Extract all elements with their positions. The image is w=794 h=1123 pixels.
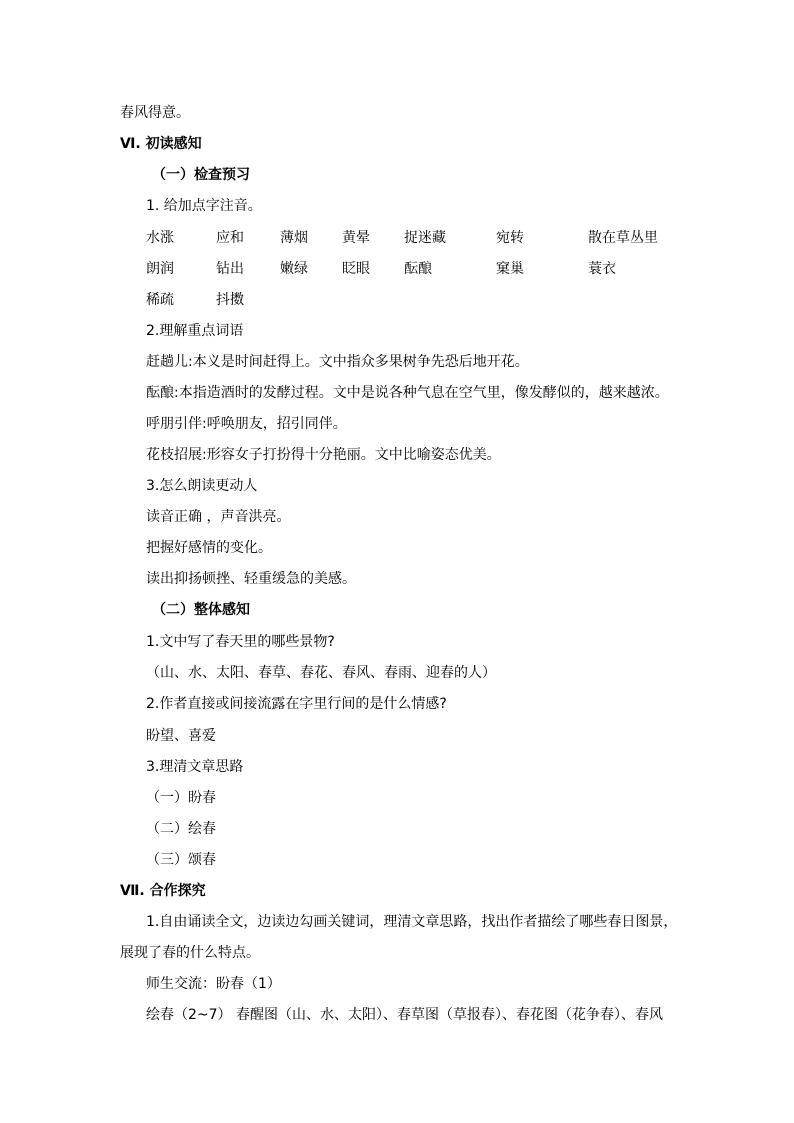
subheading-overall: （二）整体感知 <box>152 602 250 618</box>
text-line: 把握好感情的变化。 <box>146 540 272 556</box>
text-line: 3.怎么朗读更动人 <box>146 478 258 494</box>
text-line: 春风得意。 <box>120 105 190 121</box>
text-line: 1.自由诵读全文，边读边勾画关键词，理清文章思路，找出作者描绘了哪些春日图景， <box>146 914 678 930</box>
text-line: （二）绘春 <box>146 821 216 837</box>
word-item: 黄晕 <box>342 230 370 246</box>
text-line: 2.作者直接或间接流露在字里行间的是什么情感? <box>146 696 447 712</box>
word-item: 抖擞 <box>216 292 244 308</box>
text-line: 2.理解重点词语 <box>146 323 244 339</box>
word-item: 宛转 <box>496 230 524 246</box>
word-item: 蓑衣 <box>588 261 616 277</box>
section-heading-7: Ⅶ. 合作探究 <box>120 883 206 899</box>
word-item: 散在草丛里 <box>588 230 658 246</box>
text-line: 师生交流：盼春（1） <box>146 976 281 992</box>
word-item: 眨眼 <box>342 261 370 277</box>
text-line: 展现了春的什么特点。 <box>120 945 260 961</box>
word-item: 酝酿 <box>404 261 432 277</box>
word-item: 稀疏 <box>146 292 174 308</box>
word-item: 钻出 <box>216 261 244 277</box>
text-line: 1. 给加点字注音。 <box>146 198 262 214</box>
word-item: 窠巢 <box>496 261 524 277</box>
word-item: 薄烟 <box>280 230 308 246</box>
word-item: 朗润 <box>146 261 174 277</box>
text-line: （三）颂春 <box>146 852 216 868</box>
text-line: 读音正确 ，声音洪亮。 <box>146 509 291 525</box>
text-line: 赶趟儿:本义是时间赶得上。文中指众多果树争先恐后地开花。 <box>146 354 529 370</box>
word-item: 应和 <box>216 230 244 246</box>
text-line: 酝酿:本指造酒时的发酵过程。文中是说各种气息在空气里，像发酵似的，越来越浓。 <box>146 385 669 401</box>
text-line: （一）盼春 <box>146 790 216 806</box>
text-line: （山、水、太阳、春草、春花、春风、春雨、迎春的人） <box>146 665 496 681</box>
text-line: 花枝招展:形容女子打扮得十分艳丽。文中比喻姿态优美。 <box>146 447 501 463</box>
section-heading-6: Ⅵ. 初读感知 <box>120 136 202 152</box>
word-item: 水涨 <box>146 230 174 246</box>
text-line: 呼朋引伴:呼唤朋友，招引同伴。 <box>146 416 347 432</box>
text-line: 绘春（2~7） 春醒图（山、水、太阳）、春草图（草报春）、春花图（花争春）、春风 <box>146 1007 663 1023</box>
text-line: 读出抑扬顿挫、轻重缓急的美感。 <box>146 571 356 587</box>
text-line: 盼望、喜爱 <box>146 728 216 744</box>
text-line: 1.文中写了春天里的哪些景物? <box>146 634 335 650</box>
text-line: 3.理清文章思路 <box>146 759 244 775</box>
word-item: 嫩绿 <box>280 261 308 277</box>
word-item: 捉迷藏 <box>404 230 446 246</box>
subheading-preview-check: （一）检查预习 <box>152 167 250 183</box>
